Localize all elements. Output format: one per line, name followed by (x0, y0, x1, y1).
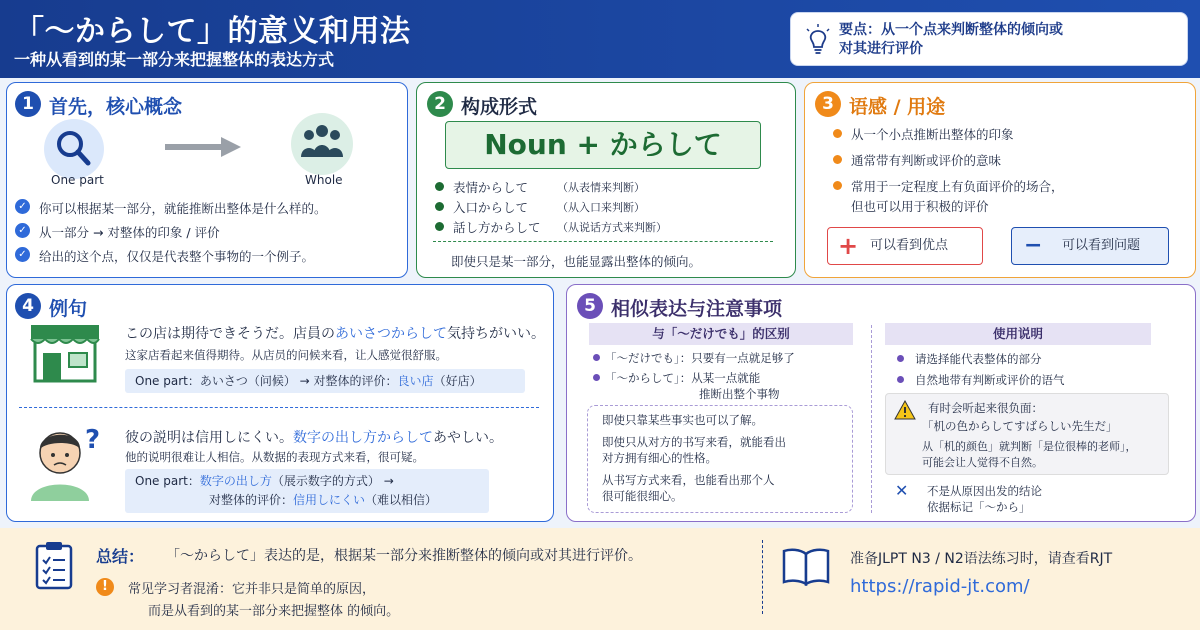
negative-badge (1011, 227, 1169, 265)
shop-icon (29, 321, 101, 383)
difference-header: 与「〜だけでも」的区别 (589, 323, 853, 345)
formula-box: Noun + からして (445, 121, 761, 169)
concept-point-2: 从一部分 → 对整体的印象 / 评价 (39, 225, 220, 240)
bullet-dot (897, 355, 904, 362)
negative-label: 可以看到问题 (1062, 238, 1141, 253)
check-icon: ✓ (15, 247, 30, 262)
arrow-right-icon (165, 135, 241, 159)
example1-cn: 这家店看起来值得期待。从店员的问候来看，让人感觉很舒服。 (125, 348, 447, 362)
note-line-1: 不是从原因出发的结论 (927, 484, 1042, 498)
bullet-dot (593, 374, 600, 381)
panel-nuance (804, 82, 1196, 278)
section-title: 语感 / 用途 (849, 96, 946, 118)
example-note-3: （从说话方式来判断） (557, 221, 667, 234)
note-line-2: 依据标记「〜から」 (927, 500, 1031, 514)
difference-point-3: 推断出整个事物 (699, 387, 780, 401)
example2-cn: 他的说明很难让人相信。从数据的表现方式来看，很可疑。 (125, 450, 424, 464)
concept-point-3: 给出的这个点，仅仅是代表整个事物的一个例子。 (39, 249, 315, 264)
dash-line-3: 对方拥有细心的性格。 (602, 451, 717, 465)
bullet-dot (833, 129, 842, 138)
example-jp-3: 話し方からして (453, 220, 541, 235)
positive-badge (827, 227, 983, 265)
dash-line-1: 即使只靠某些事实也可以了解。 (602, 413, 763, 427)
section-number: 5 (577, 293, 603, 319)
divider (433, 241, 773, 242)
concept-point-1: 你可以根据某一部分，就能推断出整体是什么样的。 (39, 201, 327, 216)
example1-jp: この店は期待できそうだ。店員のあいさつからして気持ちがいい。 (125, 326, 545, 342)
confused-person-icon (27, 417, 93, 501)
nuance-point-1: 从一个小点推断出整体的印象 (851, 127, 1014, 142)
example-dashed-box (587, 405, 853, 513)
alert-icon: ! (96, 578, 114, 596)
check-icon: ✓ (15, 223, 30, 238)
keypoint-box (790, 12, 1188, 66)
example-jp-1: 表情からして (453, 180, 529, 195)
dash-line-2: 即使只从对方的书写来看，就能看出 (602, 435, 786, 449)
summary-bar (0, 528, 1200, 630)
check-icon: ✓ (15, 199, 30, 214)
bullet-dot (833, 155, 842, 164)
jlpt-text: 准备JLPT N3 / N2语法练习时，请查看RJT (850, 551, 1113, 567)
rjt-link[interactable]: https://rapid-jt.com/ (850, 576, 1030, 597)
example1-summary: One part：あいさつ（问候） → 对整体的评价：良い店（好店） (125, 369, 525, 393)
section-number: 2 (427, 91, 453, 117)
header-banner (0, 0, 1200, 78)
positive-label: 可以看到优点 (870, 238, 949, 253)
nuance-point-4: 但也可以用于积极的评价 (851, 199, 989, 214)
difference-point-2: 「〜からして」：从某一点就能 (605, 371, 761, 385)
bullet-dot (435, 202, 444, 211)
example-note-1: （从表情来判断） (557, 181, 645, 194)
minus-icon: − (1024, 233, 1043, 258)
warning-line-1: 从「机的颜色」就判断「是位很棒的老师」， (922, 440, 1137, 453)
example2-summary-line2: 对整体的评价：信用しにくい（难以相信） (209, 493, 438, 507)
example-jp-2: 入口からして (453, 200, 529, 215)
summary-text: 「〜からして」表达的是，根据某一部分来推断整体的倾向或对其进行评价。 (166, 548, 642, 564)
warning-title: 有时会听起来很负面： (928, 401, 1043, 415)
usage-header: 使用说明 (885, 323, 1151, 345)
warning-line-2: 可能会让人觉得不自然。 (922, 456, 1043, 469)
warning-quote: 「机の色からしてすばらしい先生だ」 (922, 419, 1118, 433)
dash-line-5: 很可能很细心。 (602, 489, 683, 503)
example2-summary-line1: One part：数字の出し方（展示数字的方式） → (135, 474, 394, 488)
keypoint-text: 要点：从一个点来判断整体的倾向或 对其进行评价 (839, 22, 1063, 57)
example2-summary (125, 469, 489, 513)
section-title: 相似表达与注意事项 (611, 298, 783, 320)
question-mark-icon: ? (85, 425, 101, 455)
panel-core-concept (6, 82, 408, 278)
cross-icon: ✕ (895, 481, 909, 500)
section-title: 首先，核心概念 (49, 96, 183, 118)
section-number: 3 (815, 91, 841, 117)
divider (19, 407, 539, 408)
structure-footer: 即使只是某一部分，也能显露出整体的倾向。 (451, 254, 702, 269)
bullet-dot (897, 376, 904, 383)
divider (762, 540, 763, 614)
one-part-label: One part (51, 173, 104, 187)
nuance-point-2: 通常带有判断或评价的意味 (851, 153, 1002, 168)
divider (871, 325, 872, 513)
page-subtitle: 一种从看到的某一部分来把握整体的表达方式 (14, 50, 335, 69)
whole-label: Whole (305, 173, 343, 187)
nuance-point-3: 常用于一定程度上有负面评价的场合， (851, 179, 1064, 194)
magnifier-icon (39, 119, 109, 179)
summary-warn-line-2: 而是从看到的某一部分来把握整体 的倾向。 (148, 604, 400, 619)
group-people-icon (287, 113, 357, 175)
bullet-dot (435, 222, 444, 231)
usage-point-2: 自然地带有判断或评价的语气 (915, 373, 1065, 387)
section-number: 4 (15, 293, 41, 319)
lightbulb-icon (803, 23, 833, 57)
warning-icon (894, 400, 916, 420)
panel-examples (6, 284, 554, 522)
page-title: 「〜からして」的意义和用法 (14, 14, 411, 49)
plus-icon: + (838, 232, 859, 260)
example2-jp: 彼の説明は信用しにくい。数字の出し方からしてあやしい。 (125, 430, 503, 446)
difference-point-1: 「〜だけでも」：只要有一点就足够了 (605, 351, 795, 365)
section-title: 构成形式 (461, 96, 538, 118)
section-number: 1 (15, 91, 41, 117)
dash-line-4: 从书写方式来看，也能看出那个人 (602, 473, 775, 487)
warning-box (885, 393, 1169, 475)
summary-label: 总结： (96, 547, 145, 566)
summary-warn-line-1: 常见学习者混淆：它并非只是简单的原因， (128, 582, 376, 597)
example-note-2: （从入口来判断） (557, 201, 645, 214)
bullet-dot (593, 354, 600, 361)
panel-structure (416, 82, 796, 278)
section-title: 例句 (49, 298, 88, 320)
bullet-dot (435, 182, 444, 191)
usage-point-1: 请选择能代表整体的部分 (915, 352, 1042, 366)
book-icon (782, 546, 830, 586)
panel-similar-expressions (566, 284, 1196, 522)
bullet-dot (833, 181, 842, 190)
clipboard-icon (34, 540, 74, 590)
